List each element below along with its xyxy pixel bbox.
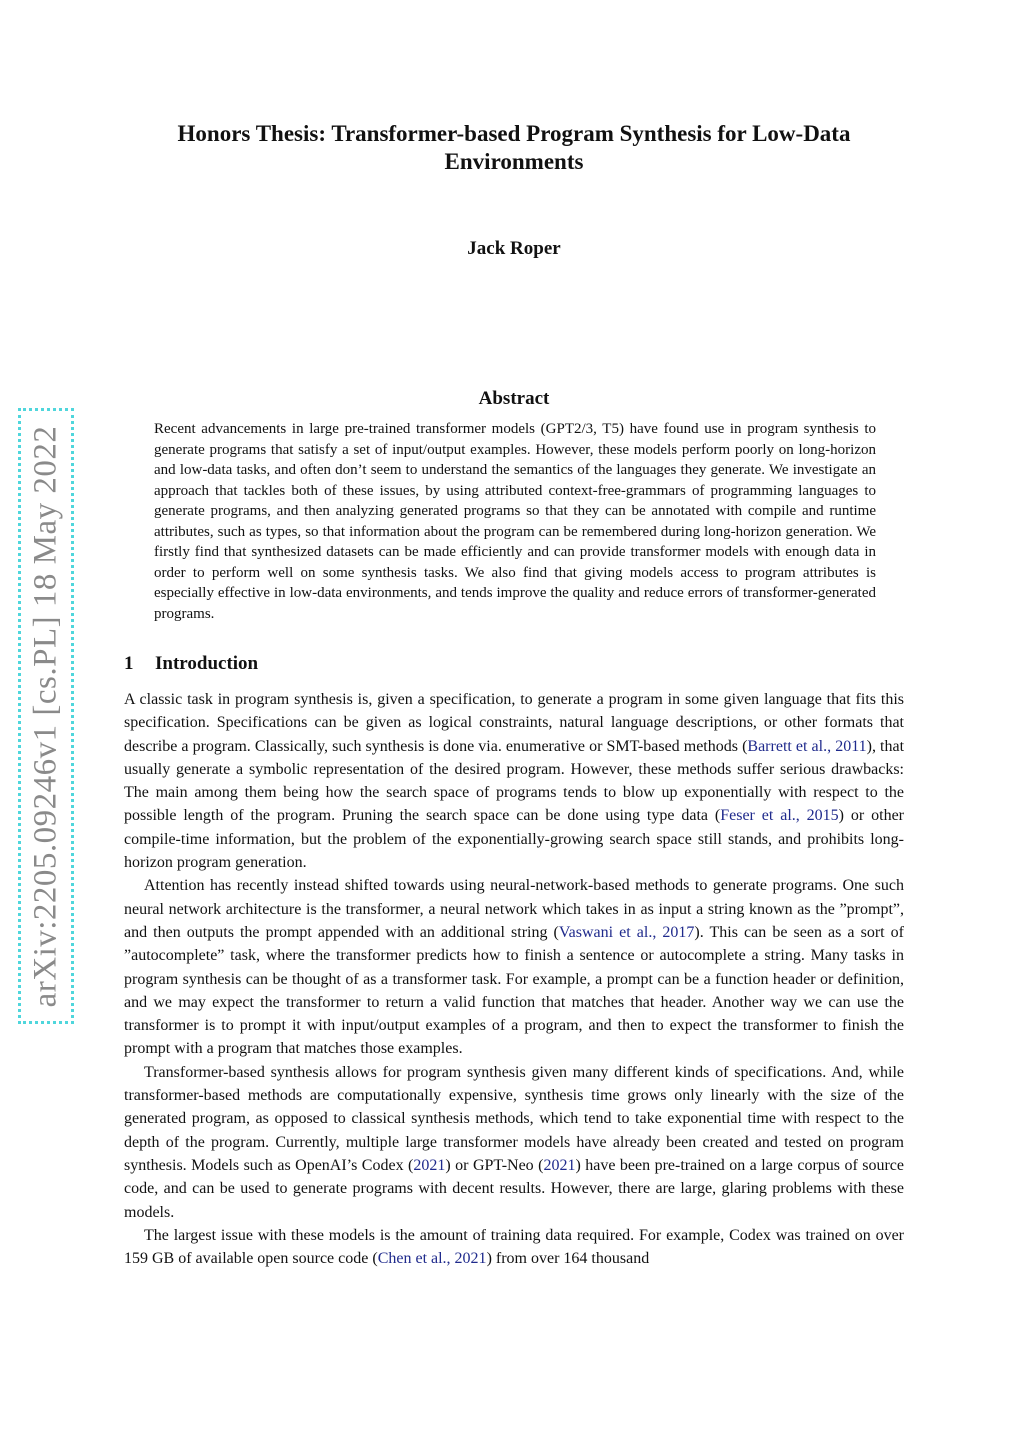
section-title: Introduction [155, 653, 259, 674]
abstract-text: Recent advancements in large pre-trained transformer models (GPT2/3, T5) have found use in program synthesis to generate programs that satisfy a set of input/output examples. However, these models perform poorly on long-horizon and low-data tasks, and often don’t seem to understand the semantics of the languages they generate. We investigate an approach that tackles both of these issues, by using attributed context-free-grammars of programming languages to generate programs, and then analyzing generated programs so that they can be annotated with compile and runtime attributes, such as types, so that information about the program can be remembered during long-horizon generation. We firstly find that synthesized datasets can be made efficiently and can provide transformer models with enough data in order to perform well on some synthesis tasks. We also find that giving models access to program attributes is especially effective in low-data environments, and tends improve the quality and reduce errors of transformer-generated programs. [154, 421, 876, 622]
paper-title: Honors Thesis: Transformer-based Program Synthesis for Low-Data Environments [177, 121, 851, 174]
paragraph-text: ) from over 164 thousand [486, 1250, 650, 1268]
citation-link-chen[interactable]: Chen et al., 2021 [377, 1250, 487, 1268]
paragraph-3 [124, 1061, 904, 1224]
paragraph-text: ), that usually generate a symbolic representation of the desired program. However, these methods suffer serious drawbacks: The main among them being how the search space of programs tends to blow up exponentially with respect to the possible length of the program. Pruning the search space can be done using type data ( [124, 737, 905, 825]
paragraph-text: ). This can be seen as a sort of ”autocomplete” task, where the transformer predicts how to finish a sentence or autocomplete a string. Many tasks in program synthesis can be thought of as a transformer task. For example, a prompt can be a function header or definition, and we may expect the transformer to return a valid function that matches that header. Another way we can use the transformer is to prompt it with input/output examples of a program, and then to expect the transformer to finish the prompt with a program that matches those examples. [124, 923, 904, 1058]
paragraph-text: Transformer-based synthesis allows for program synthesis given many different kinds of specifications. And, while transformer-based methods are computationally expensive, synthesis time grows only linearly with the size of the generated program, as opposed to classical synthesis methods, which tend to take exponential time with respect to the depth of the program. Currently, multiple large transformer models have already been created and tested on program synthesis. Models such as OpenAI’s Codex ( [124, 1063, 904, 1174]
paragraph-2 [124, 874, 904, 1060]
paragraph-text: ) or other compile-time information, but the problem of the exponentially-growing search space still stands, and prohibits long-horizon program generation. [124, 807, 905, 872]
paragraph-text: ) have been pre-trained on a large corpus of source code, and can be used to generate programs with decent results. However, there are large, glaring problems with these models. [124, 1156, 905, 1221]
arxiv-identifier-text: arXiv:2205.09246v1 [cs.PL] 18 May 2022 [27, 425, 64, 1007]
citation-link-vaswani[interactable]: Vaswani et al., 2017 [558, 923, 695, 941]
paragraph-text: ) or GPT-Neo ( [445, 1156, 544, 1174]
citation-link-feser[interactable]: Feser et al., 2015 [720, 807, 839, 825]
citation-link-codex[interactable]: 2021 [413, 1156, 446, 1174]
paragraph-4 [124, 1224, 904, 1271]
citation-link-barrett[interactable]: Barrett et al., 2011 [747, 737, 867, 755]
paragraph-text: The largest issue with these models is the amount of training data required. For example, Codex was trained on over 159 GB of available open source code ( [124, 1226, 904, 1268]
author-name: Jack Roper [467, 238, 561, 259]
section-heading-introduction [124, 653, 258, 675]
introduction-body [124, 688, 904, 1270]
paragraph-text: A classic task in program synthesis is, given a specification, to generate a program in some given language that fits this specification. Specifications can be given as logical constraints, natural language descriptions, or other formats that describe a program. Classically, such synthesis is done via. enumerative or SMT-based methods ( [124, 691, 904, 755]
section-number: 1 [124, 653, 134, 674]
paragraph-text: Attention has recently instead shifted towards using neural-network-based methods to generate programs. One such neural network architecture is the transformer, a neural network which takes in as input a string known as the ”prompt”, and then outputs the prompt appended with an additional string ( [124, 877, 904, 941]
citation-link-gpt-neo[interactable]: 2021 [543, 1156, 576, 1174]
paragraph-1 [124, 688, 904, 874]
arxiv-identifier-stamp [18, 408, 74, 1024]
abstract-heading: Abstract [478, 388, 550, 409]
